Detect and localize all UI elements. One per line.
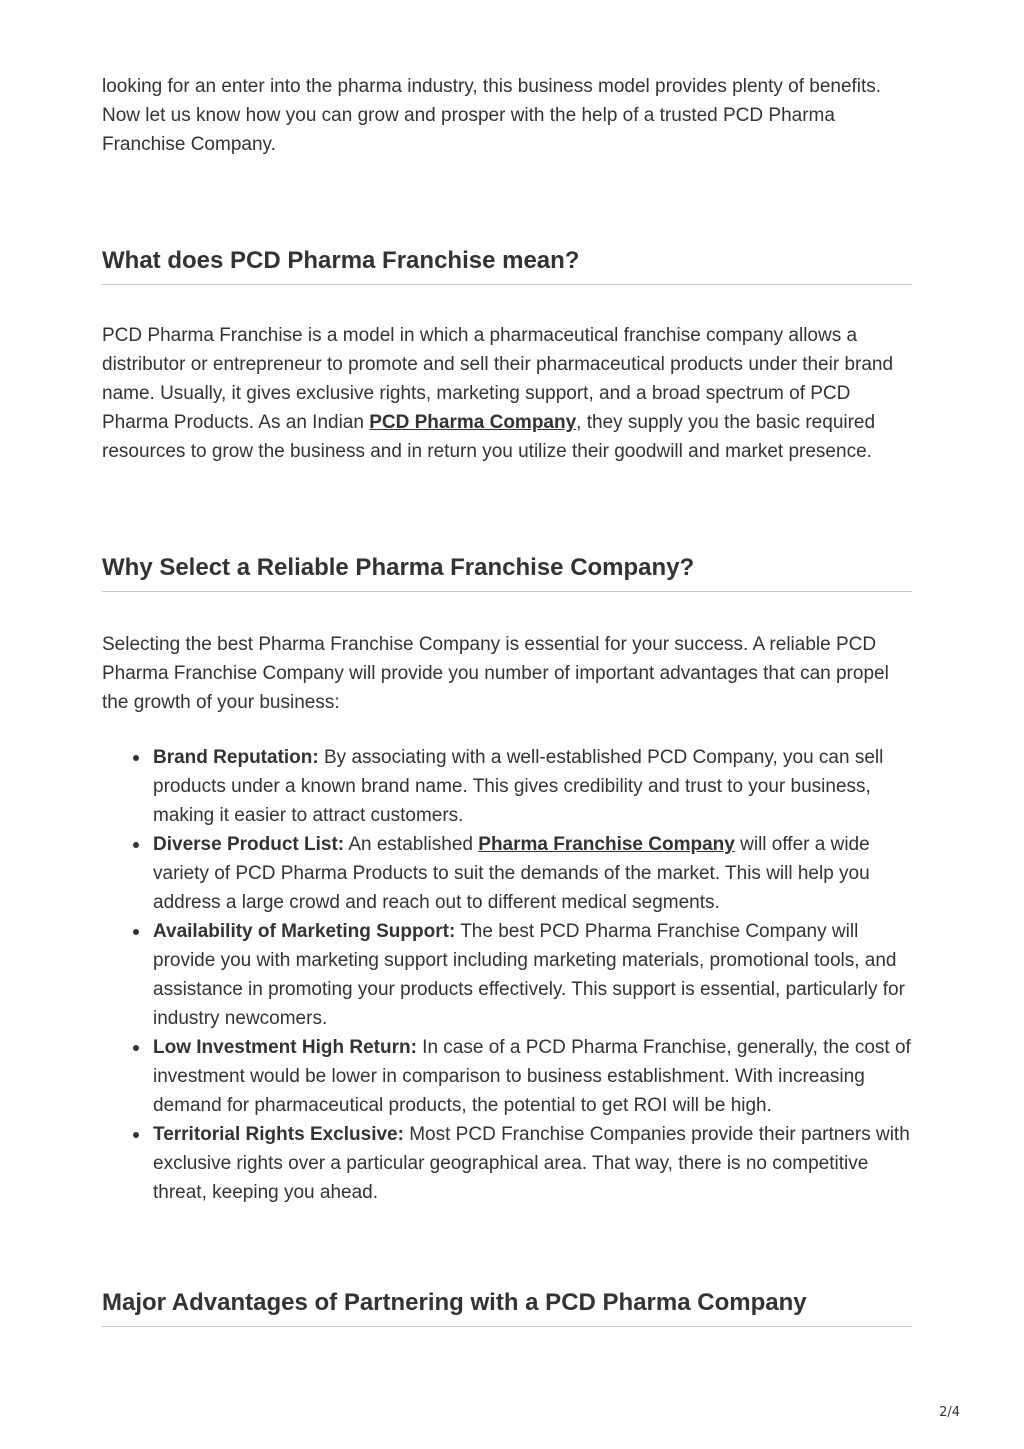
section-heading-major-advantages: Major Advantages of Partnering with a PCD Pharma Company: [102, 1287, 912, 1327]
list-item-low-investment: [153, 1033, 912, 1120]
list-item-text: The best PCD Pharma Franchise Company will provide you with marketing support including marketing materials, promotional tools, and assistance in promoting your products effectively. This support is essential, particularly for industry newcomers.: [153, 921, 905, 1029]
list-item-label: Territorial Rights Exclusive:: [153, 1124, 404, 1145]
pcd-pharma-company-link[interactable]: PCD Pharma Company: [369, 412, 577, 433]
list-item-brand-reputation: [153, 743, 912, 830]
section-paragraph-what-is-pcd: [102, 321, 912, 466]
intro-paragraph: looking for an enter into the pharma industry, this business model provides plenty of benefits. Now let us know how you can grow and prosper with the help of a trusted PCD Pharma Franchise Company.: [102, 76, 882, 155]
bullet-icon: [133, 1045, 139, 1051]
list-item-text: An established: [344, 834, 479, 855]
list-item-text: Most PCD Franchise Companies provide their partners with exclusive rights over a particular geographical area. That way, there is no competitive threat, keeping you ahead.: [153, 1124, 910, 1203]
list-item-marketing-support: [153, 917, 912, 1033]
page-number: 2/4: [939, 1405, 960, 1420]
section-paragraph-why-select: Selecting the best Pharma Franchise Company is essential for your success. A reliable PCD Pharma Franchise Company will provide you number of important advantages that can propel the growth of your business:: [102, 634, 889, 713]
list-item-territorial-rights: [153, 1120, 912, 1207]
document-page: [102, 72, 912, 1327]
list-item-diverse-product-list: [153, 830, 912, 917]
list-item-label: Brand Reputation:: [153, 747, 319, 768]
section-heading-why-select: Why Select a Reliable Pharma Franchise Company?: [102, 552, 912, 592]
paragraph-text: PCD Pharma Franchise is a model in which a pharmaceutical franchise company allows a distributor or entrepreneur to promote and sell their pharmaceutical products under their brand name. Usually, it gives exclusive rights, marketing support, and a broad spectrum of PCD Pharma Products. As an Indian: [102, 325, 894, 433]
list-item-text: By associating with a well-established PCD Company, you can sell products under a known brand name. This gives credibility and trust to your business, making it easier to attract customers.: [153, 747, 884, 826]
bullet-icon: [133, 929, 139, 935]
bullet-icon: [133, 1132, 139, 1138]
list-item-label: Availability of Marketing Support:: [153, 921, 456, 942]
bullet-icon: [133, 755, 139, 761]
section-heading-what-is-pcd: What does PCD Pharma Franchise mean?: [102, 245, 912, 285]
pharma-franchise-company-link[interactable]: Pharma Franchise Company: [478, 834, 735, 855]
list-item-label: Diverse Product List:: [153, 834, 345, 855]
list-item-text: will offer a wide variety of PCD Pharma Products to suit the demands of the market. This will help you address a large crowd and reach out to different medical segments.: [153, 834, 870, 913]
bullet-icon: [133, 842, 139, 848]
list-item-label: Low Investment High Return:: [153, 1037, 417, 1058]
paragraph-text: , they supply you the basic required resources to grow the business and in return you utilize their goodwill and market presence.: [102, 412, 876, 462]
advantages-list: [102, 743, 912, 1207]
list-item-text: In case of a PCD Pharma Franchise, generally, the cost of investment would be lower in comparison to business establishment. With increasing demand for pharmaceutical products, the potential to get ROI will be high.: [153, 1037, 911, 1116]
